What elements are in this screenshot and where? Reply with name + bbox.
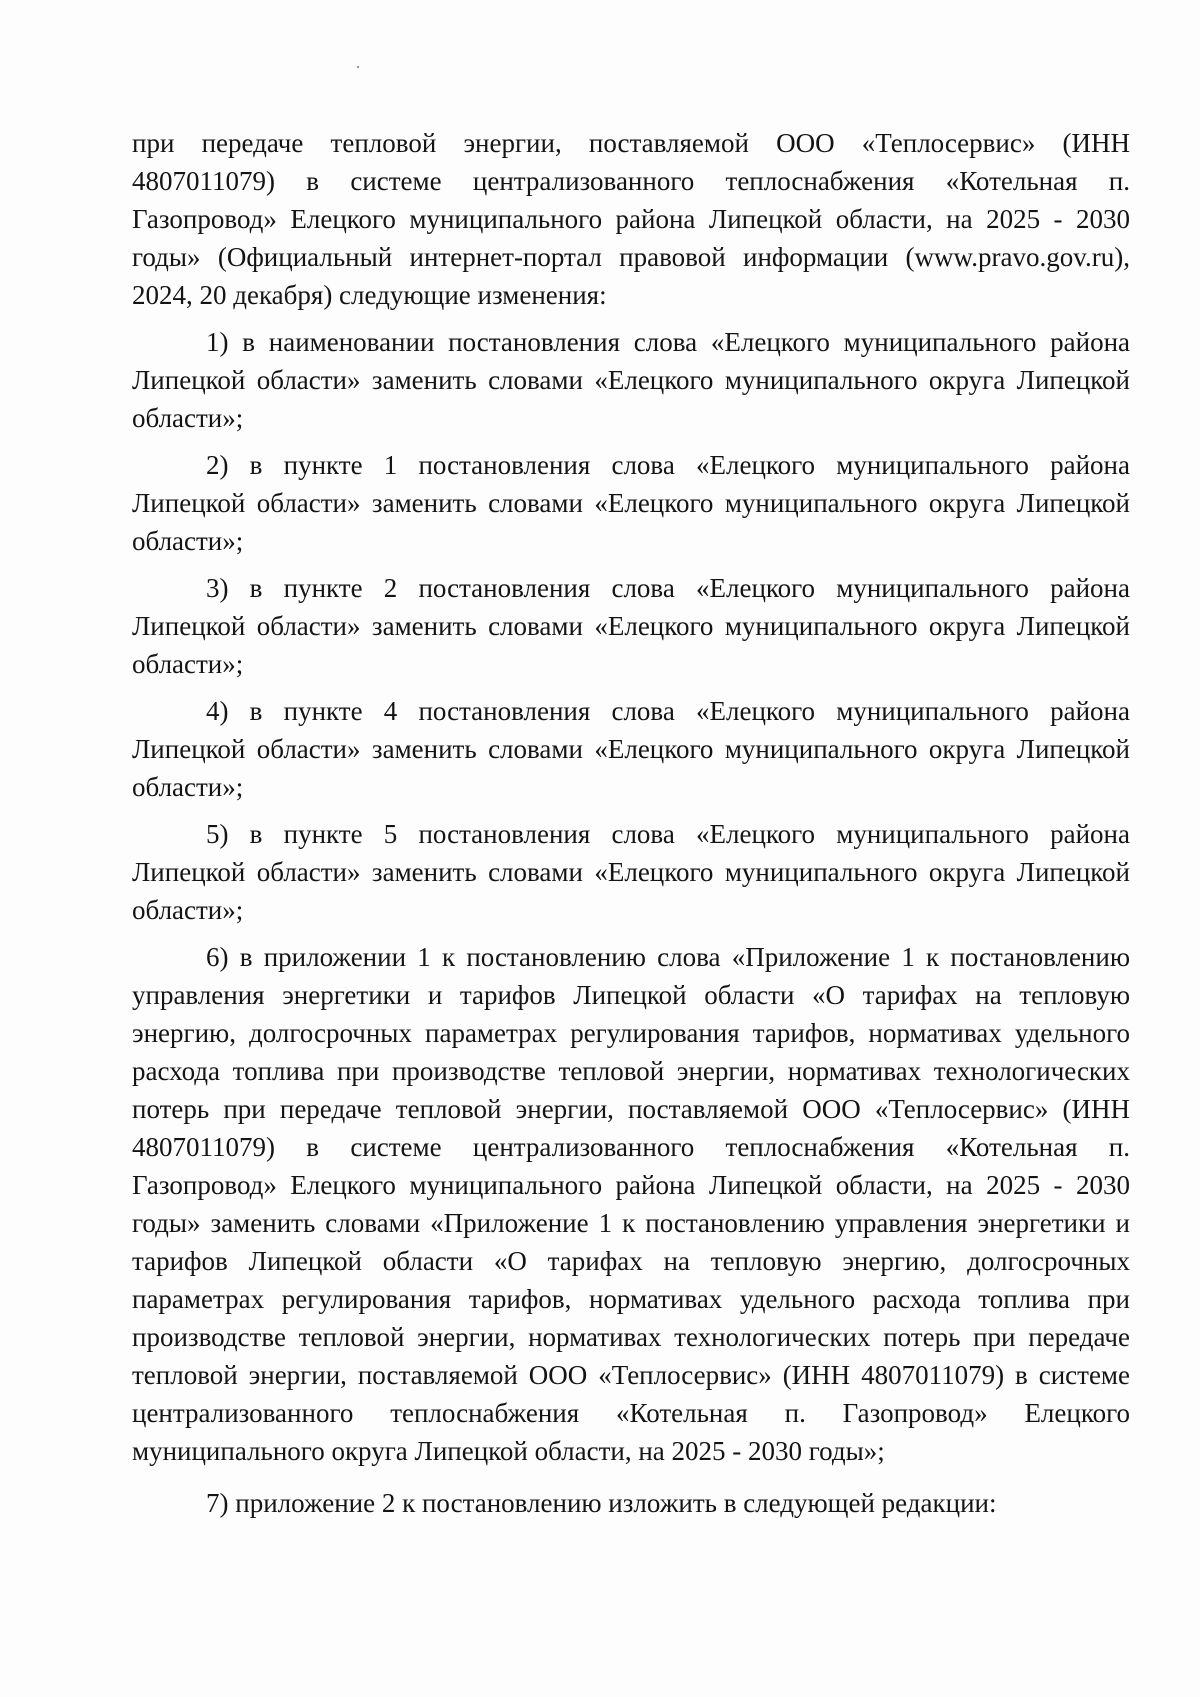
list-item-7: 7) приложение 2 к постановлению изложить в следующей редакции:: [206, 1488, 997, 1518]
list-item-1: 1) в наименовании постановления слова «Елецкого муниципального района Липецкой области» заменить словами «Елецкого муниципального округа Липецкой области»;: [132, 327, 1130, 433]
list-item-5: 5) в пункте 5 постановления слова «Елецкого муниципального района Липецкой области» заменить словами «Елецкого муниципального округа Липецкой области»;: [132, 819, 1130, 925]
list-item-3: 3) в пункте 2 постановления слова «Елецкого муниципального района Липецкой области» заменить словами «Елецкого муниципального округа Липецкой области»;: [132, 573, 1130, 679]
document-body: [132, 124, 1130, 1522]
list-item-4: 4) в пункте 4 постановления слова «Елецкого муниципального района Липецкой области» заменить словами «Елецкого муниципального округа Липецкой области»;: [132, 696, 1130, 802]
list-item-6: 6) в приложении 1 к постановлению слова «Приложение 1 к постановлению управления энергетики и тарифов Липецкой области «О тарифах на тепловую энергию, долгосрочных параметрах регулирования тарифов, нормативах удельного расхода топлива при производстве тепловой энергии, нормативах технологических потерь при передаче тепловой энергии, поставляемой ООО «Теплосервис» (ИНН 4807011079) в системе централизованного теплоснабжения «Котельная п. Газопровод» Елецкого муниципального района Липецкой области, на 2025 - 2030 годы» заменить словами «Приложение 1 к постановлению управления энергетики и тарифов Липецкой области «О тарифах на тепловую энергию, долгосрочных параметрах регулирования тарифов, нормативах удельного расхода топлива при производстве тепловой энергии, нормативах технологических потерь при передаче тепловой энергии, поставляемой ООО «Теплосервис» (ИНН 4807011079) в системе централизованного теплоснабжения «Котельная п. Газопровод» Елецкого муниципального округа Липецкой области, на 2025 - 2030 годы»;: [132, 942, 1130, 1466]
scan-speck: [357, 66, 359, 68]
intro-paragraph: при передаче тепловой энергии, поставляемой ООО «Теплосервис» (ИНН 4807011079) в системе централизованного теплоснабжения «Котельная п. Газопровод» Елецкого муниципального района Липецкой области, на 2025 - 2030 годы» (Официальный интернет-портал правовой информации (www.pravo.gov.ru), 2024, 20 декабря) следующие изменения:: [132, 128, 1130, 310]
list-item-2: 2) в пункте 1 постановления слова «Елецкого муниципального района Липецкой области» заменить словами «Елецкого муниципального округа Липецкой области»;: [132, 450, 1130, 556]
